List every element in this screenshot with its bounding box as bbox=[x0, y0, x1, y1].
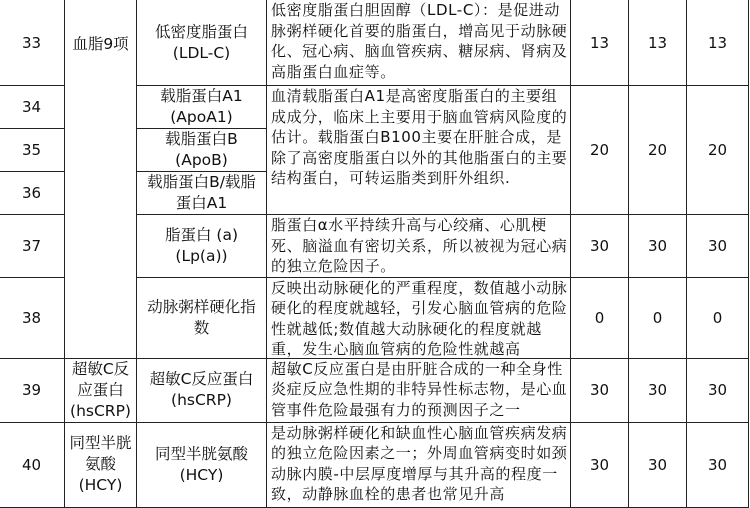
value-col-3: 30 bbox=[687, 422, 749, 507]
row-number: 37 bbox=[0, 215, 65, 278]
table-row bbox=[0, 358, 749, 422]
group-label: 血脂9项 bbox=[65, 0, 137, 358]
value-col-3: 13 bbox=[687, 0, 749, 86]
item-description: 是动脉粥样硬化和缺血性心脑血管疾病发病的独立危险因素之一；外周血管病变时如颈动脉内膜-中层厚度增厚与其升高的程度一致，动静脉血栓的患者也常见升高 bbox=[271, 423, 568, 503]
item-name: 载脂蛋白B (ApoB) bbox=[137, 129, 267, 172]
item-name: 载脂蛋白A1 (ApoA1) bbox=[137, 86, 267, 129]
value-col-3: 20 bbox=[687, 86, 749, 215]
value-col-1: 30 bbox=[571, 215, 629, 278]
row-number: 38 bbox=[0, 277, 65, 358]
item-description: 血清载脂蛋白A1是高密度脂蛋白的主要组成成分，临床上主要用于脑血管病风险度的估计。载脂蛋白B100主要在肝脏合成，是除了高密度脂蛋白以外的其他脂蛋白的主要结构蛋白，可转运脂类到肝外组织. bbox=[267, 86, 571, 215]
value-col-1: 0 bbox=[571, 277, 629, 358]
row-number: 34 bbox=[0, 86, 65, 129]
row-number: 35 bbox=[0, 129, 65, 172]
value-col-2: 13 bbox=[629, 0, 687, 86]
item-name: 超敏C反应蛋白 (hsCRP) bbox=[137, 358, 267, 422]
value-col-3: 30 bbox=[687, 215, 749, 278]
item-name: 同型半胱氨酸 (HCY) bbox=[137, 422, 267, 507]
table-row bbox=[0, 422, 749, 507]
group-label: 超敏C反 应蛋白 (hsCRP) bbox=[65, 358, 137, 422]
table-row bbox=[0, 0, 749, 86]
item-description: 超敏C反应蛋白是由肝脏合成的一种全身性炎症反应急性期的非特异性标志物，是心血管事件危险最强有力的预测因子之一 bbox=[267, 358, 571, 422]
item-description-cell bbox=[267, 277, 571, 358]
item-name: 低密度脂蛋白 (LDL-C) bbox=[137, 0, 267, 86]
group-label: 同型半胱 氨酸 (HCY) bbox=[65, 422, 137, 507]
row-number: 33 bbox=[0, 0, 65, 86]
value-col-1: 20 bbox=[571, 86, 629, 215]
item-description: 低密度脂蛋白胆固醇（LDL-C）：是促进动脉粥样硬化首要的脂蛋白，增高见于动脉硬化、冠心病、脑血管疾病、糖尿病、肾病及高脂蛋白血症等。 bbox=[267, 0, 571, 86]
value-col-1: 30 bbox=[571, 422, 629, 507]
value-col-3: 30 bbox=[687, 358, 749, 422]
item-description: 反映出动脉硬化的严重程度，数值越小动脉硬化的程度就越轻，引发心脑血管病的危险性就越低;数值越大动脉硬化的程度就越重，发生心脑血管病的危险性就越高 bbox=[271, 278, 568, 358]
value-col-3: 0 bbox=[687, 277, 749, 358]
item-name: 脂蛋白 (a) (Lp(a)) bbox=[137, 215, 267, 278]
item-name: 动脉粥样硬化指 数 bbox=[137, 277, 267, 358]
row-number: 40 bbox=[0, 422, 65, 507]
value-col-2: 30 bbox=[629, 215, 687, 278]
value-col-2: 20 bbox=[629, 86, 687, 215]
item-description-cell bbox=[267, 422, 571, 507]
value-col-2: 0 bbox=[629, 277, 687, 358]
item-description: 脂蛋白α水平持续升高与心绞痛、心肌梗死、脑溢血有密切关系，所以被视为冠心病的独立危险因子。 bbox=[267, 215, 571, 278]
row-number: 39 bbox=[0, 358, 65, 422]
item-name: 载脂蛋白B/载脂 蛋白A1 bbox=[137, 172, 267, 215]
value-col-1: 13 bbox=[571, 0, 629, 86]
value-col-2: 30 bbox=[629, 358, 687, 422]
value-col-1: 30 bbox=[571, 358, 629, 422]
value-col-2: 30 bbox=[629, 422, 687, 507]
row-number: 36 bbox=[0, 172, 65, 215]
